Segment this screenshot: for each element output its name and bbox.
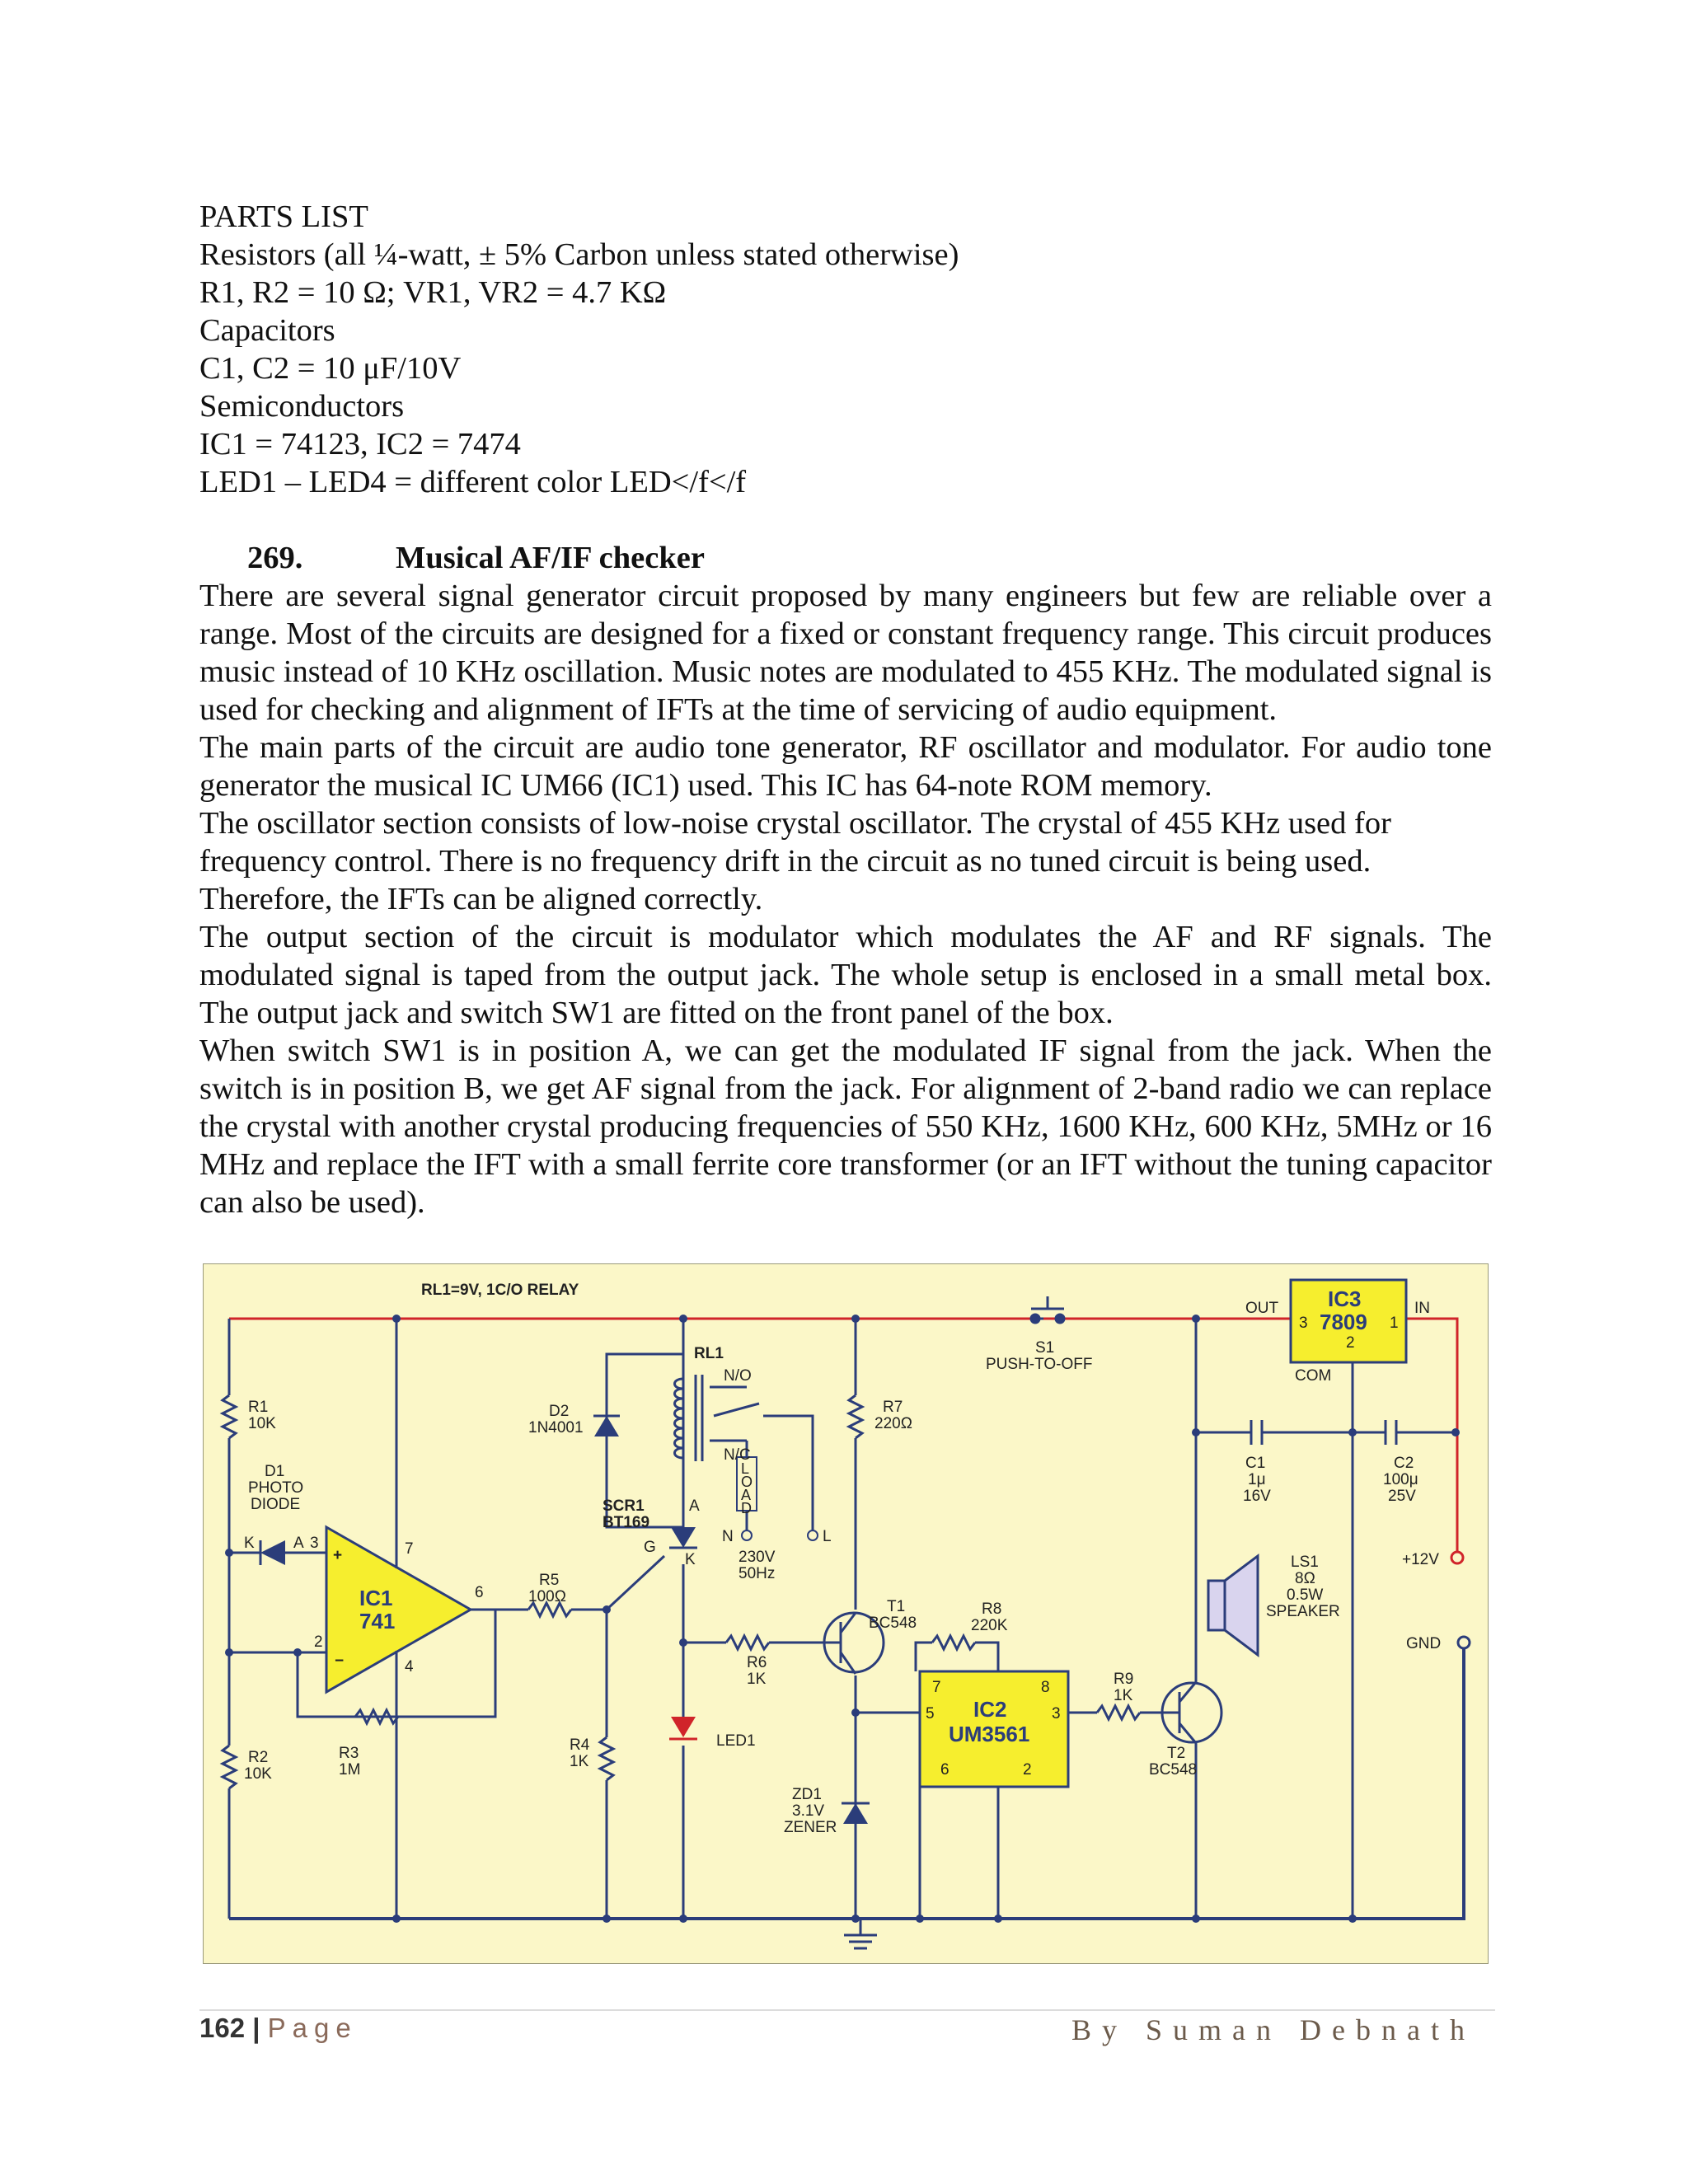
c1-value: 1μ [1248,1471,1266,1488]
page-word: Page [267,2013,358,2043]
ic1-pin-4: 4 [405,1658,414,1675]
ic3-in: IN [1414,1300,1430,1317]
d1-desc-2: DIODE [251,1496,301,1513]
svg-text:D: D [741,1500,752,1516]
s1-desc: PUSH-TO-OFF [986,1356,1093,1373]
author-credit: By Suman Debnath [1071,2013,1475,2046]
svg-text:O: O [741,1474,753,1490]
paragraph: The oscillator section consists of low-noise crystal oscillator. The crystal of 455 KHz used for frequency control. There is no frequency drift in the circuit as no tuned circuit is being used. Therefore, the IFTs can be aligned correctly. [199,806,1391,916]
ic3-pin-3: 3 [1299,1315,1308,1332]
r5-label: R5 [539,1572,560,1589]
svg-text:L: L [741,1460,750,1477]
ls1-desc: SPEAKER [1266,1603,1340,1620]
c2-label: C2 [1394,1455,1414,1472]
r8-label: R8 [982,1601,1002,1618]
mains-frequency: 50Hz [738,1565,776,1582]
zd1-desc: ZENER [784,1819,837,1836]
gnd-label: GND [1406,1635,1442,1652]
d2-value: 1N4001 [528,1419,584,1436]
paragraph: The main parts of the circuit are audio tone generator, RF oscillator and modulator. For audio tone generator the musical IC UM66 (IC1) used. This IC has 64-note ROM memory. [199,730,1492,803]
ic2-pin-3: 3 [1052,1705,1061,1722]
ic3-label: IC3 [1328,1286,1362,1311]
circuit-diagram [203,1263,1489,1964]
mains-n: N [722,1528,734,1545]
ic1-label: IC1 [359,1586,393,1610]
c1-label: C1 [1245,1455,1266,1472]
ic3-value: 7809 [1320,1310,1367,1334]
page-text [199,198,1492,1221]
relay-note: RL1=9V, 1C/O RELAY [421,1282,579,1299]
ic3-pin-1: 1 [1390,1315,1399,1332]
zd1-label: ZD1 [792,1786,822,1803]
r6-label: R6 [747,1654,767,1671]
ic3-com: COM [1295,1367,1332,1385]
ic1-pin-3: 3 [310,1535,319,1552]
ic2-pin-7: 7 [932,1679,941,1696]
parts-list-title: PARTS LIST [199,199,368,234]
ic2-pin-8: 8 [1041,1679,1050,1696]
section-heading [199,539,1492,577]
mains-l: L [823,1528,832,1545]
r3-value: 1M [339,1761,361,1779]
resistors-heading: Resistors (all ¼-watt, ± 5% Carbon unless stated otherwise) [199,237,959,272]
page-number: 162 [199,2013,246,2043]
r1-label: R1 [248,1399,269,1416]
r4-label: R4 [570,1736,590,1754]
ic3-out: OUT [1245,1300,1279,1317]
ic2-pin-2: 2 [1023,1761,1032,1779]
mains-voltage: 230V [738,1549,776,1566]
scr-anode: A [689,1497,700,1515]
section-title: Musical AF/IF checker [396,541,705,575]
ic2-label: IC2 [973,1697,1007,1722]
c1-voltage: 16V [1243,1488,1271,1505]
ls1-label: LS1 [1291,1554,1319,1571]
s1-label: S1 [1035,1339,1055,1357]
ic1-pin-7: 7 [405,1540,414,1558]
t1-value: BC548 [869,1615,917,1632]
ls1-watt: 0.5W [1287,1586,1324,1604]
r9-label: R9 [1114,1671,1134,1688]
r7-label: R7 [883,1399,903,1416]
c2-voltage: 25V [1388,1488,1416,1505]
svg-text:A: A [741,1487,752,1503]
ls1-value: 8Ω [1295,1570,1315,1587]
resistors-values: R1, R2 = 10 Ω; VR1, VR2 = 4.7 KΩ [199,275,667,310]
r3-label: R3 [339,1745,359,1762]
capacitors-values: C1, C2 = 10 μF/10V [199,351,462,386]
led1-label: LED1 [716,1732,756,1750]
opamp-minus: − [335,1652,345,1670]
t1-label: T1 [887,1598,906,1615]
ic2-pin-6: 6 [940,1761,950,1779]
r8-value: 220K [971,1617,1008,1634]
ic1-pin-2: 2 [314,1633,323,1651]
scr-gate: G [644,1539,656,1556]
ic-values: IC1 = 74123, IC2 = 7474 [199,427,521,462]
ic3-pin-2: 2 [1346,1334,1355,1352]
page-footer [199,2013,358,2044]
led-values: LED1 – LED4 = different color LED</f</f [199,465,747,499]
t2-label: T2 [1167,1745,1186,1762]
ic1-value: 741 [359,1609,396,1633]
photodiode-k: K [244,1535,255,1552]
r4-value: 1K [570,1753,589,1770]
capacitors-heading: Capacitors [199,313,335,348]
paragraph: There are several signal generator circuit proposed by many engineers but few are reliable over a range. Most of the circuits are designed for a fixed or constant frequency range. This circuit produces music instead of 10 KHz oscillation. Music notes are modulated to 455 KHz. The modulated signal is used for checking and alignment of IFTs at the time of servicing of audio equipment. [199,579,1492,727]
opamp-plus: + [333,1547,343,1564]
r6-value: 1K [747,1671,767,1688]
r9-value: 1K [1114,1687,1133,1704]
r7-value: 220Ω [874,1415,912,1432]
scr1-label: SCR1 [603,1497,645,1515]
ic2-pin-5: 5 [926,1705,935,1722]
relay-no: N/O [724,1367,752,1385]
r2-value: 10K [244,1765,272,1783]
rl1-label: RL1 [694,1345,724,1362]
scr1-value: BT169 [603,1514,650,1531]
r2-label: R2 [248,1749,269,1766]
paragraph: When switch SW1 is in position A, we can get the modulated IF signal from the jack. When the switch is in position B, we get AF signal from the jack. For alignment of 2-band radio we can replace the crystal with another crystal producing frequencies of 550 KHz, 1600 KHz, 600 KHz, 5MHz or 16 MHz and replace the IFT with a small ferrite core transformer (or an IFT without the tuning capacitor can also be used). [199,1033,1492,1220]
ic1-pin-6: 6 [475,1584,484,1601]
c2-value: 100μ [1383,1471,1418,1488]
t2-value: BC548 [1149,1761,1198,1779]
section-number: 269. [247,541,303,575]
d2-label: D2 [549,1403,570,1420]
r5-value: 100Ω [528,1588,566,1605]
relay-nc: N/C [724,1446,751,1464]
d1-label: D1 [265,1463,285,1480]
supply-label: +12V [1402,1551,1439,1568]
ic2-value: UM3561 [949,1722,1030,1746]
footer-separator: | [252,2013,260,2043]
semiconductors-heading: Semiconductors [199,389,405,424]
paragraph: The output section of the circuit is modulator which modulates the AF and RF signals. The modulated signal is taped from the output jack. The whole setup is enclosed in a small metal box. The output jack and switch SW1 are fitted on the front panel of the box. [199,920,1492,1030]
zd1-value: 3.1V [792,1802,825,1820]
scr-cathode: K [685,1551,696,1568]
r1-value: 10K [248,1415,276,1432]
photodiode-a: A [293,1535,304,1552]
d1-desc-1: PHOTO [248,1479,304,1497]
footer-rule [199,2009,1495,2011]
